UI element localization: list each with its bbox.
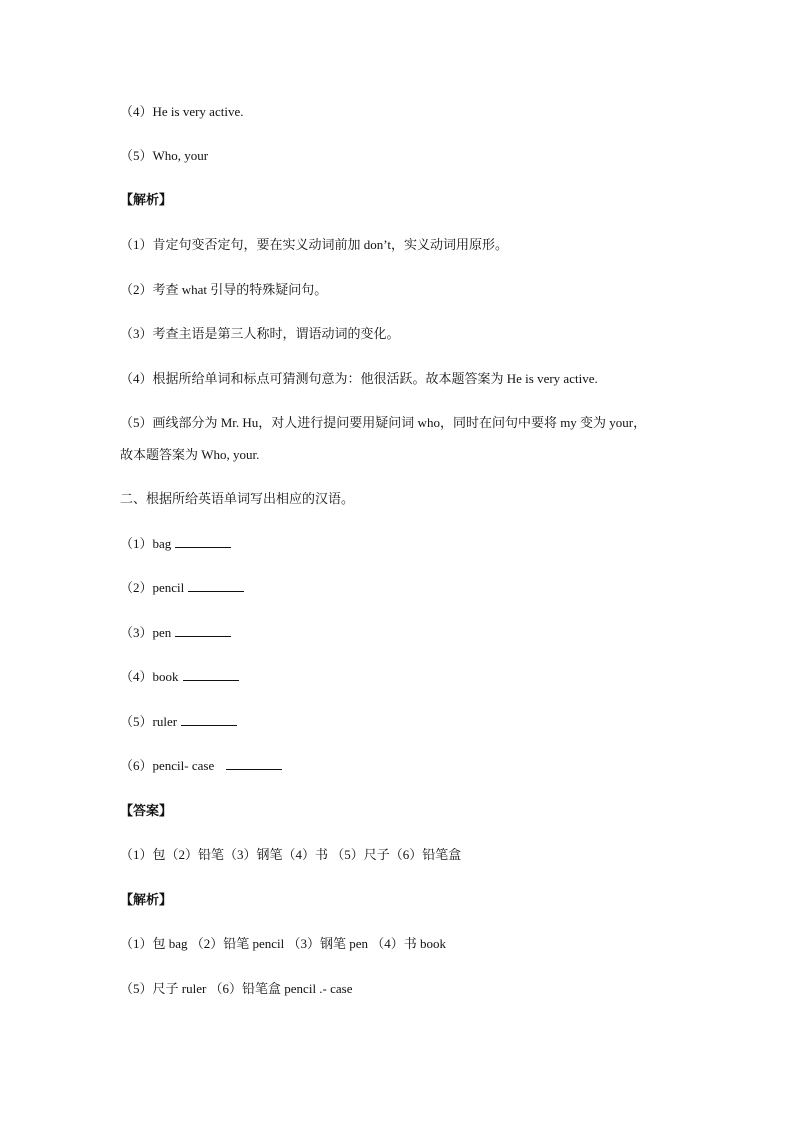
question-text: （2）pencil — [120, 580, 185, 595]
answer-blank — [226, 757, 282, 770]
question-text: （1）bag — [120, 536, 172, 551]
answer-blank — [181, 713, 237, 726]
answer-line-4: （4）He is very active. — [120, 104, 244, 119]
question-text: （3）pen — [120, 625, 172, 640]
analysis-line-continued: 故本题答案为 Who, your. — [120, 447, 260, 462]
analysis-line: （3）考查主语是第三人称时，谓语动词的变化。 — [120, 326, 400, 341]
analysis-heading: 【解析】 — [120, 892, 173, 907]
question-item — [120, 757, 282, 775]
analysis-line: （5）画线部分为 Mr. Hu，对人进行提问要用疑问词 who，同时在问句中要将 my 变为 your， — [120, 415, 647, 430]
answer-blank — [175, 624, 231, 637]
question-text: （5）ruler — [120, 714, 178, 729]
answer-blank — [175, 535, 231, 548]
answer-heading: 【答案】 — [120, 803, 173, 818]
question-text: （6）pencil- case — [120, 758, 215, 773]
question-item — [120, 579, 244, 597]
answer-text: （1）包（2）铅笔（3）钢笔（4）书 （5）尺子（6）铅笔盒 — [120, 847, 462, 862]
section-title: 二、根据所给英语单词写出相应的汉语。 — [120, 491, 355, 506]
question-item — [120, 668, 239, 686]
answer-line-5: （5）Who, your — [120, 148, 209, 163]
answer-blank — [183, 668, 239, 681]
analysis-line: （4）根据所给单词和标点可猜测句意为：他很活跃。故本题答案为 He is very active. — [120, 371, 598, 386]
answer-blank — [188, 579, 244, 592]
question-item — [120, 535, 231, 553]
question-item — [120, 624, 231, 642]
analysis-line: （1）包 bag （2）铅笔 pencil （3）钢笔 pen （4）书 book — [120, 936, 447, 951]
question-item — [120, 713, 237, 731]
analysis-line: （1）肯定句变否定句，要在实义动词前加 don’t，实义动词用原形。 — [120, 237, 508, 252]
analysis-line: （5）尺子 ruler （6）铅笔盒 pencil .- case — [120, 981, 353, 996]
analysis-line: （2）考查 what 引导的特殊疑问句。 — [120, 282, 328, 297]
question-text: （4）book — [120, 669, 179, 684]
analysis-heading: 【解析】 — [120, 192, 173, 207]
